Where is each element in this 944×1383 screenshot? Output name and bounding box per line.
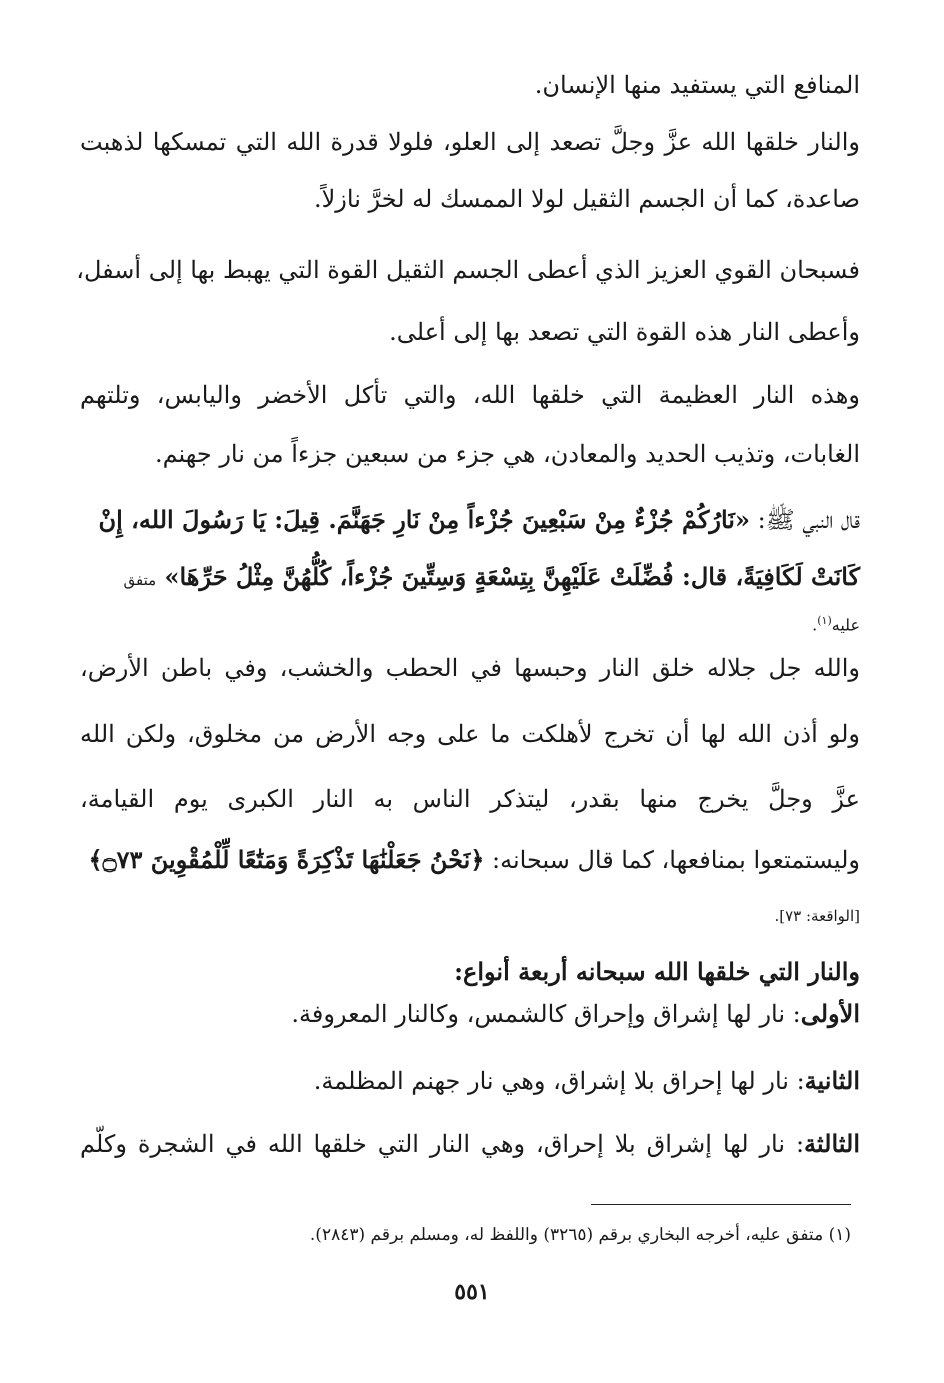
hadith-intro: قال النبي ﷺ:	[749, 506, 860, 534]
footnote: (١) متفق عليه، أخرجه البخاري برقم (٣٢٦٥) واللفظ له، ومسلم برقم (٢٨٤٣).	[309, 1225, 851, 1245]
hadith-source-end	[80, 610, 860, 636]
type-1-label: الأولى	[800, 999, 860, 1028]
text-line-14	[80, 843, 860, 877]
section-heading: والنار التي خلقها الله سبحانه أربعة أنواع:	[454, 957, 860, 986]
type-3-label: الثالثة	[804, 1129, 861, 1158]
period: .	[812, 615, 818, 635]
page-number: ٥٥١	[454, 1279, 490, 1305]
text-line-1: المنافع التي يستفيد منها الإنسان.	[534, 71, 860, 99]
type-3-text: : نار لها إشراق بلا إحراق، وهي النار التي خلقها الله في الشجرة وكلّم	[80, 1130, 805, 1158]
type-3	[80, 1127, 860, 1161]
type-2-label: الثانية	[804, 1066, 860, 1095]
type-2	[80, 1064, 860, 1098]
hadith-source-word: عليه	[831, 615, 860, 635]
text-line-3: صاعدة، كما أن الجسم الثقيل لولا الممسك له لخرَّ نازلاً.	[313, 185, 860, 213]
hadith-line-1	[80, 503, 860, 537]
text-line-5: وأعطى النار هذه القوة التي تصعد بها إلى أعلى.	[389, 318, 860, 346]
hadith-text-1: «نَارُكُمْ جُزْءٌ مِنْ سَبْعِينَ جُزْءاً مِنْ نَارِ جَهَنَّمَ. قِيلَ: يَا رَسُولَ الله، إِنْ	[98, 505, 750, 534]
footnote-separator	[591, 1204, 851, 1205]
text-line-13: عزَّ وجلَّ يخرج منها بقدر، ليتذكر الناس به النار الكبرى يوم القيامة،	[80, 785, 860, 813]
hadith-text-2: كَانَتْ لَكَافِيَةً، قال: فُضِّلَتْ عَلَيْهِنَّ بِتِسْعَةٍ وَسِتِّينَ جُزْءاً، كُلُّهُنَّ مِثْلُ حَرِّهَا»	[156, 562, 860, 591]
type-1-text: : نار لها إشراق وإحراق كالشمس، وكالنار المعروفة.	[291, 1000, 801, 1028]
text-line-6: وهذه النار العظيمة التي خلقها الله، والتي تأكل الأخضر واليابس، وتلتهم	[80, 381, 860, 409]
text-line-7: الغابات، وتذيب الحديد والمعادن، هي جزء من سبعين جزءاً من نار جهنم.	[154, 440, 860, 468]
type-2-text: : نار لها إحراق بلا إشراق، وهي نار جهنم المظلمة.	[313, 1067, 805, 1095]
verse-reference: [الواقعة: ٧٣].	[774, 907, 860, 925]
text-line-12: ولو أذن الله لها أن تخرج لأهلكت ما على وجه الأرض من مخلوق، ولكن الله	[80, 720, 861, 748]
quran-intro: وليستمتعوا بمنافعها، كما قال سبحانه:	[484, 846, 860, 874]
hadith-source: متفق	[123, 571, 157, 589]
hadith-line-2	[80, 560, 860, 594]
footnote-ref: (١)	[817, 614, 832, 627]
text-line-4: فسبحان القوي العزيز الذي أعطى الجسم الثقيل القوة التي يهبط بها إلى أسفل،	[76, 256, 860, 284]
text-line-11: والله جل جلاله خلق النار وحبسها في الحطب والخشب، وفي باطن الأرض،	[80, 654, 860, 682]
quran-verse: ﴿نَحْنُ جَعَلْنَٰهَا تَذْكِرَةً وَمَتَٰعًا لِّلْمُقْوِينَ ۝٧٣﴾	[88, 845, 485, 874]
text-line-2: والنار خلقها الله عزَّ وجلَّ تصعد إلى العلو، فلولا قدرة الله التي تمسكها لذهبت	[80, 128, 860, 156]
type-1	[80, 997, 860, 1031]
